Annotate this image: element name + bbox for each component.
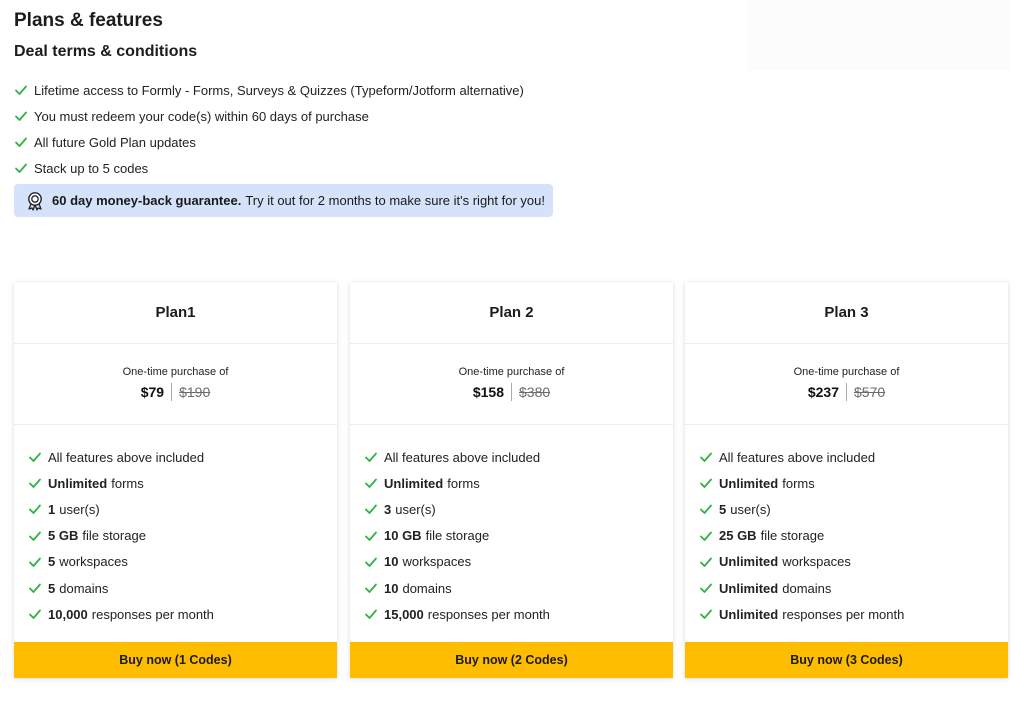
feature-item [364, 496, 673, 522]
feature-text: user(s) [395, 501, 436, 517]
feature-item [699, 601, 1008, 627]
feature-highlight: 10 GB [384, 528, 422, 544]
check-icon [364, 450, 378, 464]
buy-now-button[interactable]: Buy now (3 Codes) [685, 642, 1008, 678]
feature-highlight: Unlimited [719, 554, 779, 570]
original-price: $190 [179, 384, 211, 400]
feature-item [28, 496, 337, 522]
feature-highlight: Unlimited [719, 606, 779, 622]
plan-name: Plan 3 [685, 282, 1008, 344]
feature-item [699, 496, 1008, 522]
feature-item [364, 575, 673, 601]
feature-text: workspaces [402, 554, 472, 570]
check-icon [28, 581, 42, 595]
check-icon [699, 581, 713, 595]
feature-text: responses per month [91, 606, 214, 622]
feature-highlight: 25 GB [719, 528, 757, 544]
feature-text: All features above included [719, 449, 876, 465]
terms-item-text: All future Gold Plan updates [34, 134, 196, 150]
page-title: Plans & features [14, 10, 163, 31]
feature-text: domains [782, 580, 832, 596]
price-divider [846, 383, 847, 401]
check-icon [28, 502, 42, 516]
feature-highlight: 10,000 [48, 606, 88, 622]
check-icon [14, 83, 28, 97]
award-badge-icon [25, 191, 45, 211]
feature-text: file storage [425, 528, 490, 544]
current-price: $158 [472, 384, 504, 400]
feature-item [364, 470, 673, 496]
feature-highlight: Unlimited [719, 580, 779, 596]
check-icon [364, 607, 378, 621]
buy-now-button[interactable]: Buy now (1 Codes) [14, 642, 337, 678]
current-price: $237 [807, 384, 839, 400]
price-row [473, 383, 550, 401]
check-icon [364, 476, 378, 490]
check-icon [364, 502, 378, 516]
feature-text: All features above included [48, 449, 205, 465]
check-icon [14, 161, 28, 175]
feature-item [28, 470, 337, 496]
price-row [808, 383, 885, 401]
feature-text: workspaces [59, 554, 128, 570]
feature-text: domains [402, 580, 452, 596]
feature-highlight: Unlimited [48, 475, 108, 491]
feature-text: responses per month [427, 606, 550, 622]
plan-card-1 [14, 282, 337, 678]
feature-text: All features above included [384, 449, 541, 465]
terms-item-text: You must redeem your code(s) within 60 days of purchase [34, 108, 369, 124]
feature-item [364, 601, 673, 627]
feature-item [699, 549, 1008, 575]
section-subtitle: Deal terms & conditions [14, 43, 198, 60]
check-icon [28, 607, 42, 621]
feature-text: file storage [760, 528, 825, 544]
terms-item [14, 129, 524, 155]
feature-text: user(s) [730, 501, 771, 517]
terms-item [14, 155, 524, 181]
terms-item [14, 77, 524, 103]
check-icon [699, 476, 713, 490]
check-icon [364, 529, 378, 543]
check-icon [28, 529, 42, 543]
feature-item [28, 523, 337, 549]
terms-item-text: Stack up to 5 codes [34, 160, 149, 176]
check-icon [364, 555, 378, 569]
buy-now-button[interactable]: Buy now (2 Codes) [350, 642, 673, 678]
feature-highlight: 15,000 [384, 606, 424, 622]
price-box [350, 344, 673, 425]
feature-highlight: 5 [48, 580, 56, 596]
feature-text: forms [447, 475, 480, 491]
check-icon [699, 502, 713, 516]
price-divider [171, 383, 172, 401]
feature-text: domains [59, 580, 109, 596]
check-icon [14, 109, 28, 123]
original-price: $380 [519, 384, 551, 400]
feature-item [28, 601, 337, 627]
feature-text: file storage [82, 528, 146, 544]
feature-item [699, 523, 1008, 549]
original-price: $570 [854, 384, 886, 400]
feature-list [350, 425, 673, 627]
feature-item [699, 444, 1008, 470]
terms-list [14, 77, 524, 181]
feature-highlight: 3 [384, 501, 392, 517]
feature-item [699, 470, 1008, 496]
check-icon [28, 450, 42, 464]
feature-text: workspaces [782, 554, 851, 570]
plan-name: Plan1 [14, 282, 337, 344]
feature-list [685, 425, 1008, 627]
feature-item [364, 549, 673, 575]
price-label: One-time purchase of [122, 366, 229, 378]
feature-highlight: 5 GB [48, 528, 79, 544]
terms-item-text: Lifetime access to Formly - Forms, Surveys & Quizzes (Typeform/Jotform alternative) [34, 82, 524, 98]
feature-list [14, 425, 337, 627]
feature-highlight: 10 [384, 554, 399, 570]
feature-highlight: Unlimited [384, 475, 444, 491]
check-icon [14, 135, 28, 149]
check-icon [699, 450, 713, 464]
feature-text: forms [111, 475, 144, 491]
feature-highlight: Unlimited [719, 475, 779, 491]
guarantee-text: Try it out for 2 months to make sure it's right for you! [245, 193, 545, 208]
plan-card-2 [350, 282, 673, 678]
check-icon [364, 581, 378, 595]
feature-highlight: 1 [48, 501, 56, 517]
feature-text: user(s) [59, 501, 100, 517]
feature-item [28, 444, 337, 470]
current-price: $79 [140, 384, 165, 400]
feature-text: responses per month [782, 606, 905, 622]
check-icon [699, 529, 713, 543]
price-box [14, 344, 337, 425]
guarantee-bold-text: 60 day money-back guarantee. [52, 193, 242, 208]
feature-item [364, 444, 673, 470]
price-box [685, 344, 1008, 425]
feature-highlight: 10 [384, 580, 399, 596]
check-icon [28, 476, 42, 490]
price-label: One-time purchase of [793, 366, 900, 378]
price-label: One-time purchase of [458, 366, 565, 378]
check-icon [28, 555, 42, 569]
plan-name: Plan 2 [350, 282, 673, 344]
money-back-guarantee-banner [14, 184, 553, 217]
faded-background-panel [748, 0, 1010, 70]
feature-item [28, 575, 337, 601]
feature-item [28, 549, 337, 575]
price-divider [511, 383, 512, 401]
feature-highlight: 5 [48, 554, 56, 570]
feature-text: forms [782, 475, 815, 491]
feature-highlight: 5 [719, 501, 727, 517]
terms-item [14, 103, 524, 129]
feature-item [699, 575, 1008, 601]
check-icon [699, 607, 713, 621]
plan-card-3 [685, 282, 1008, 678]
feature-item [364, 523, 673, 549]
price-row [141, 383, 211, 401]
check-icon [699, 555, 713, 569]
